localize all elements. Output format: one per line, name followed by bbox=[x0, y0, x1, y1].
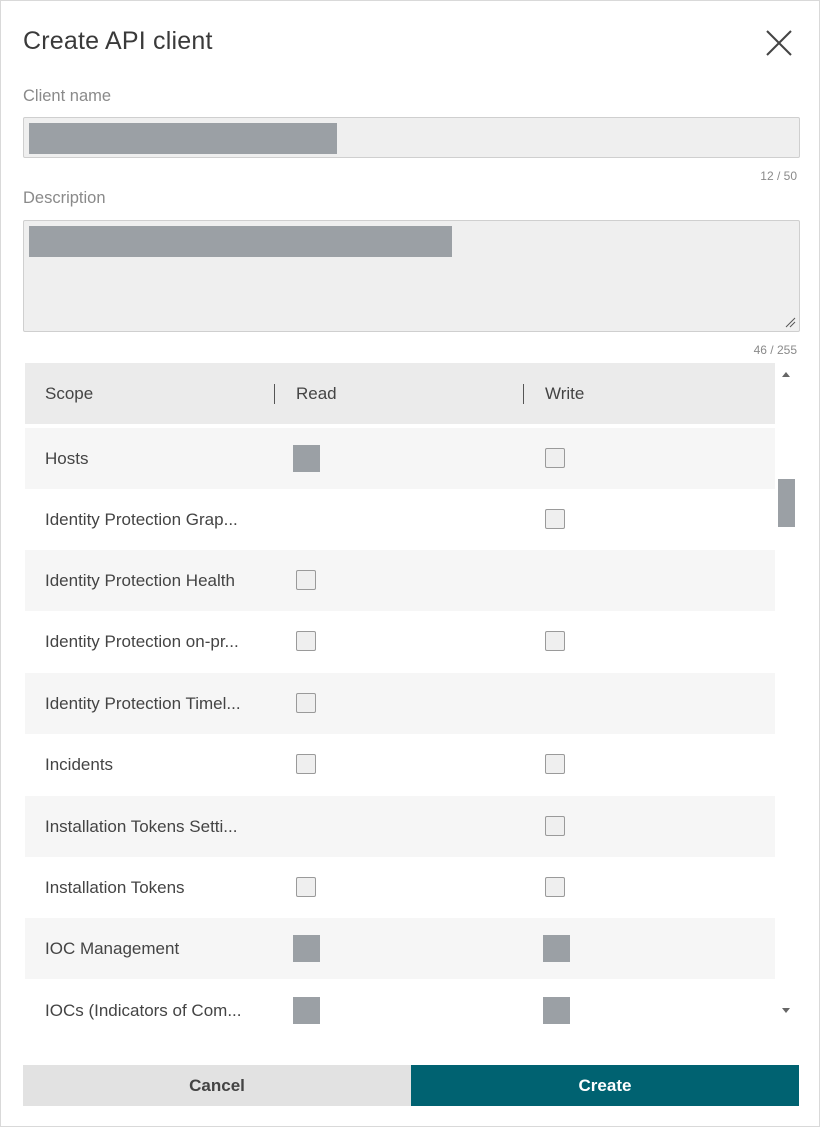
write-checkbox[interactable] bbox=[545, 509, 565, 529]
scope-name: Identity Protection Grap... bbox=[45, 510, 238, 529]
scope-name: Incidents bbox=[45, 755, 114, 774]
write-checkbox[interactable] bbox=[545, 448, 565, 468]
header-write: Write bbox=[545, 384, 585, 403]
table-row bbox=[25, 428, 775, 489]
table-row bbox=[25, 611, 775, 672]
read-checkbox[interactable] bbox=[293, 997, 320, 1024]
write-checkbox[interactable] bbox=[543, 935, 570, 962]
description-redacted-value bbox=[29, 226, 452, 257]
client-name-counter: 12 / 50 bbox=[760, 169, 797, 183]
table-scrollbar[interactable] bbox=[776, 363, 796, 1041]
description-textarea[interactable] bbox=[23, 220, 800, 332]
scroll-down-arrow-icon[interactable] bbox=[780, 1004, 792, 1016]
scope-name: Installation Tokens Setti... bbox=[45, 817, 238, 836]
dialog-title: Create API client bbox=[23, 27, 213, 55]
scope-name: IOC Management bbox=[45, 939, 180, 958]
read-checkbox[interactable] bbox=[296, 754, 316, 774]
description-label: Description bbox=[23, 189, 106, 207]
header-divider bbox=[274, 384, 275, 404]
create-button[interactable]: Create bbox=[411, 1065, 799, 1106]
scope-name: IOCs (Indicators of Com... bbox=[45, 1001, 242, 1020]
resize-handle-icon[interactable] bbox=[784, 316, 796, 328]
header-read: Read bbox=[296, 384, 337, 403]
table-row bbox=[25, 673, 775, 734]
scroll-up-arrow-icon[interactable] bbox=[780, 369, 792, 381]
header-divider bbox=[523, 384, 524, 404]
header-scope: Scope bbox=[45, 384, 94, 403]
table-header bbox=[25, 363, 775, 424]
close-button[interactable] bbox=[763, 27, 795, 59]
scope-name: Identity Protection Timel... bbox=[45, 694, 241, 713]
read-checkbox[interactable] bbox=[293, 935, 320, 962]
read-checkbox[interactable] bbox=[296, 693, 316, 713]
write-checkbox[interactable] bbox=[545, 631, 565, 651]
scope-name: Identity Protection Health bbox=[45, 571, 235, 590]
client-name-redacted-value bbox=[29, 123, 337, 154]
client-name-input[interactable] bbox=[23, 117, 800, 158]
read-checkbox[interactable] bbox=[296, 877, 316, 897]
write-checkbox[interactable] bbox=[545, 816, 565, 836]
scope-table bbox=[25, 363, 775, 1041]
table-row bbox=[25, 857, 775, 918]
read-checkbox[interactable] bbox=[293, 445, 320, 472]
read-checkbox[interactable] bbox=[296, 570, 316, 590]
client-name-label: Client name bbox=[23, 87, 112, 105]
read-checkbox[interactable] bbox=[296, 631, 316, 651]
table-row bbox=[25, 550, 775, 611]
write-checkbox[interactable] bbox=[545, 754, 565, 774]
scrollbar-thumb[interactable] bbox=[778, 479, 795, 527]
description-counter: 46 / 255 bbox=[753, 343, 797, 357]
table-row bbox=[25, 796, 775, 857]
scope-name: Hosts bbox=[45, 449, 89, 468]
scope-name: Identity Protection on-pr... bbox=[45, 632, 239, 651]
table-row bbox=[25, 489, 775, 550]
table-row bbox=[25, 980, 775, 1041]
write-checkbox[interactable] bbox=[545, 877, 565, 897]
close-icon bbox=[763, 27, 795, 59]
scope-name: Installation Tokens bbox=[45, 878, 185, 897]
table-row bbox=[25, 734, 775, 795]
cancel-button[interactable]: Cancel bbox=[23, 1065, 411, 1106]
write-checkbox[interactable] bbox=[543, 997, 570, 1024]
table-row bbox=[25, 918, 775, 979]
